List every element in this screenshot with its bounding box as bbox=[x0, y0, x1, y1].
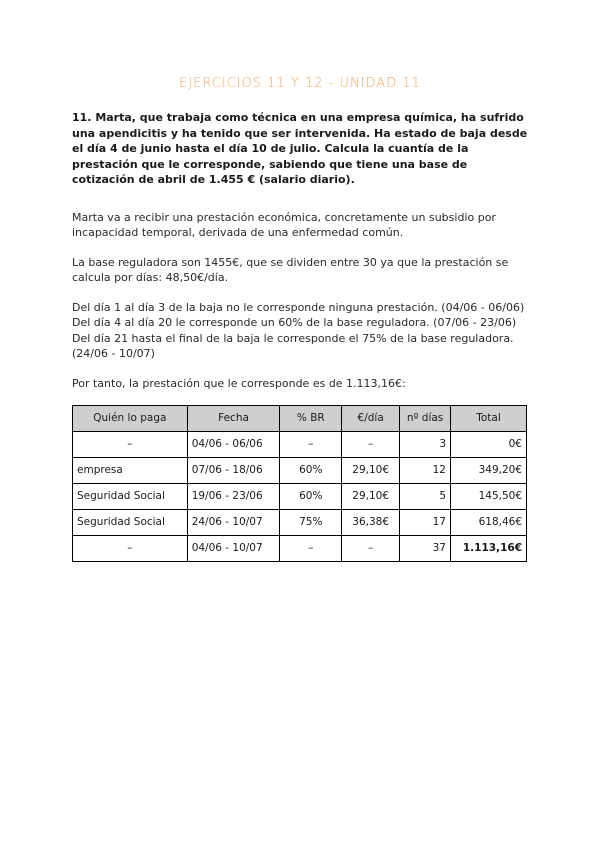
header-payer: Quién lo paga bbox=[73, 406, 188, 432]
cell-total: 349,20€ bbox=[451, 458, 527, 484]
answer-line: Del día 21 hasta el final de la baja le corresponde el 75% de la base reguladora. (24/06 - 10/07) bbox=[72, 331, 514, 360]
table-row bbox=[73, 510, 527, 536]
answer-line: Del día 1 al día 3 de la baja no le corresponde ninguna prestación. (04/06 - 06/06) bbox=[72, 300, 525, 314]
cell-days: 37 bbox=[400, 536, 451, 562]
cell-date: 24/06 - 10/07 bbox=[187, 510, 280, 536]
cell-total: 0€ bbox=[451, 432, 527, 458]
cell-euro-per-day: 36,38€ bbox=[342, 510, 400, 536]
cell-percent-br: 60% bbox=[280, 484, 342, 510]
cell-date: 07/06 - 18/06 bbox=[187, 458, 280, 484]
cell-days: 3 bbox=[400, 432, 451, 458]
cell-date: 04/06 - 10/07 bbox=[187, 536, 280, 562]
table-row bbox=[73, 432, 527, 458]
cell-days: 5 bbox=[400, 484, 451, 510]
cell-date: 19/06 - 23/06 bbox=[187, 484, 280, 510]
cell-euro-per-day: – bbox=[342, 536, 400, 562]
cell-payer: Seguridad Social bbox=[73, 484, 188, 510]
table-header-row bbox=[73, 406, 527, 432]
benefit-table bbox=[72, 405, 527, 562]
cell-payer: empresa bbox=[73, 458, 188, 484]
cell-euro-per-day: – bbox=[342, 432, 400, 458]
cell-percent-br: 75% bbox=[280, 510, 342, 536]
answer-paragraph-4: Por tanto, la prestación que le corresponde es de 1.113,16€: bbox=[72, 376, 406, 390]
header-percent-br: % BR bbox=[280, 406, 342, 432]
cell-payer: – bbox=[73, 432, 188, 458]
table-total-row bbox=[73, 536, 527, 562]
cell-percent-br: – bbox=[280, 432, 342, 458]
answer-line: Del día 4 al día 20 le corresponde un 60% de la base reguladora. (07/06 - 23/06) bbox=[72, 316, 517, 329]
cell-total: 145,50€ bbox=[451, 484, 527, 510]
page-title: EJERCICIOS 11 Y 12 - UNIDAD 11 bbox=[179, 76, 421, 91]
table-row bbox=[73, 458, 527, 484]
cell-date: 04/06 - 06/06 bbox=[187, 432, 280, 458]
header-date: Fecha bbox=[187, 406, 280, 432]
cell-days: 17 bbox=[400, 510, 451, 536]
cell-euro-per-day: 29,10€ bbox=[342, 458, 400, 484]
answer-paragraph-1: Marta va a recibir una prestación económica, concretamente un subsidio por incapacidad temporal, derivada de una enfermedad común. bbox=[72, 210, 496, 239]
cell-days: 12 bbox=[400, 458, 451, 484]
header-days: nº días bbox=[400, 406, 451, 432]
header-total: Total bbox=[451, 406, 527, 432]
cell-total: 618,46€ bbox=[451, 510, 527, 536]
cell-percent-br: 60% bbox=[280, 458, 342, 484]
document-body bbox=[72, 110, 528, 562]
answer-paragraph-2: La base reguladora son 1455€, que se dividen entre 30 ya que la prestación se calcula por días: 48,50€/día. bbox=[72, 255, 509, 284]
exercise-question: 11. Marta, que trabaja como técnica en una empresa química, ha sufrido una apendicitis y ha tenido que ser intervenida. Ha estado de baja desde el día 4 de junio hasta el día 10 de julio. Calcula la cuantía de la prestación que le corresponde, sabiendo que tiene una base de cotización de abril de 1.455 € (salario diario). bbox=[72, 111, 528, 186]
cell-payer: Seguridad Social bbox=[73, 510, 188, 536]
header-euro-per-day: €/día bbox=[342, 406, 400, 432]
cell-euro-per-day: 29,10€ bbox=[342, 484, 400, 510]
answer-paragraph-3 bbox=[72, 300, 528, 362]
cell-grand-total: 1.113,16€ bbox=[451, 536, 527, 562]
cell-payer: – bbox=[73, 536, 188, 562]
table-row bbox=[73, 484, 527, 510]
cell-percent-br: – bbox=[280, 536, 342, 562]
